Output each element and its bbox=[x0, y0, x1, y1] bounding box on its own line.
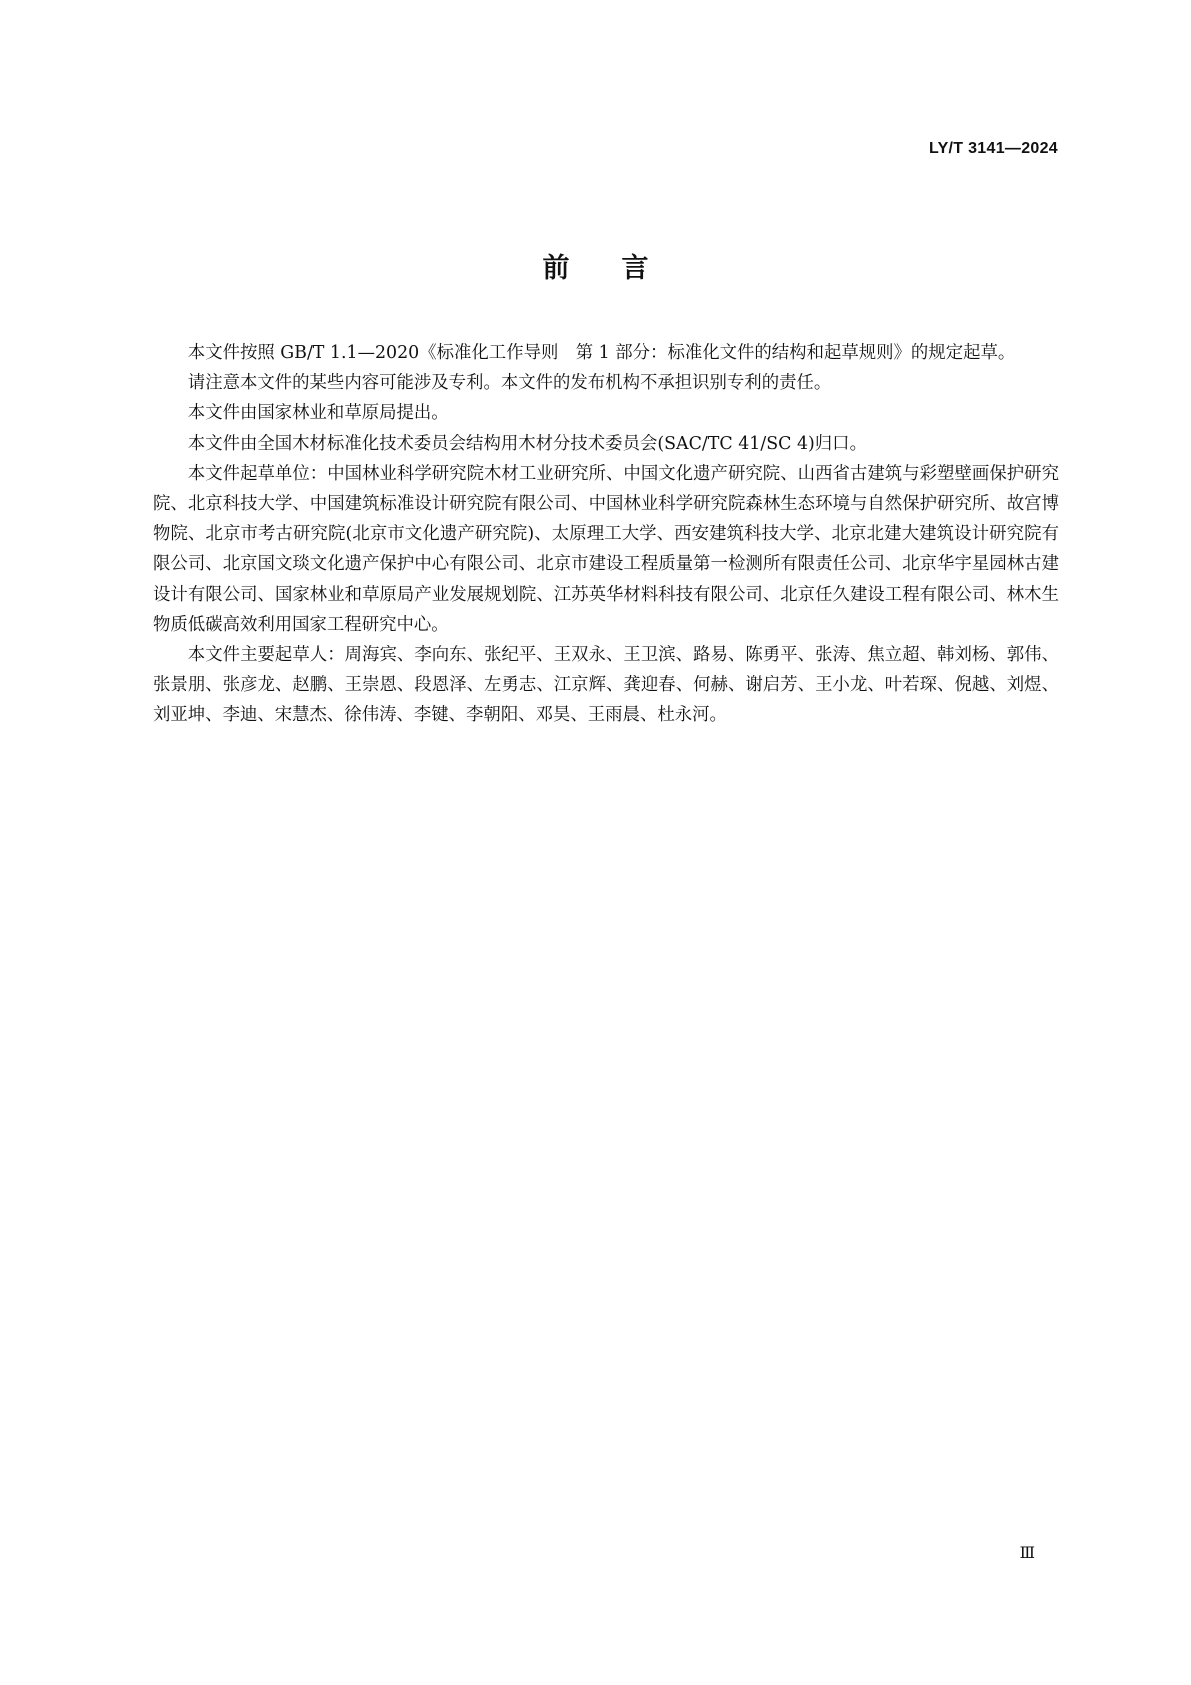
paragraph-patent-notice: 请注意本文件的某些内容可能涉及专利。本文件的发布机构不承担识别专利的责任。 bbox=[187, 373, 832, 394]
paragraph-drafting-units: 本文件起草单位：中国林业科学研究院木材工业研究所、中国文化遗产研究院、山西省古建筑与彩塑壁画保护研究院、北京科技大学、中国建筑标准设计研究院有限公司、中国林业科学研究院森林生态环境与自然保护研究所、故宫博物院、北京市考古研究院(北京市文化遗产研究院)、太原理工大学、西安建筑科技大学、北京北建大建筑设计研究院有限公司、北京国文琰文化遗产保护中心有限公司、北京市建设工程质量第一检测所有限责任公司、北京华宇星园林古建设计有限公司、国家林业和草原局产业发展规划院、江苏英华材料科技有限公司、北京任久建设工程有限公司、林木生物质低碳高效利用国家工程研究中心。 bbox=[153, 463, 1059, 635]
paragraph-technical-committee: 本文件由全国木材标准化技术委员会结构用木材分技术委员会(SAC/TC 41/SC 4)归口。 bbox=[187, 433, 867, 454]
foreword-body bbox=[153, 338, 1059, 731]
paragraph-proposer: 本文件由国家林业和草原局提出。 bbox=[187, 403, 449, 424]
paragraph-drafting-rules: 本文件按照 GB/T 1.1—2020《标准化工作导则 第 1 部分：标准化文件的结构和起草规则》的规定起草。 bbox=[187, 343, 1016, 363]
page-number: Ⅲ bbox=[1019, 1545, 1035, 1562]
standard-code: LY/T 3141—2024 bbox=[928, 140, 1058, 157]
paragraph-drafters: 本文件主要起草人：周海宾、李向东、张纪平、王双永、王卫滨、路易、陈勇平、张涛、焦立超、韩刘杨、郭伟、张景朋、张彦龙、赵鹏、王崇恩、段恩泽、左勇志、江京辉、龚迎春、何赫、谢启芳、王小龙、叶若琛、倪越、刘煜、刘亚坤、李迪、宋慧杰、徐伟涛、李键、李朝阳、邓昊、王雨晨、杜永河。 bbox=[153, 645, 1059, 726]
page-title: 前言 bbox=[542, 253, 701, 284]
